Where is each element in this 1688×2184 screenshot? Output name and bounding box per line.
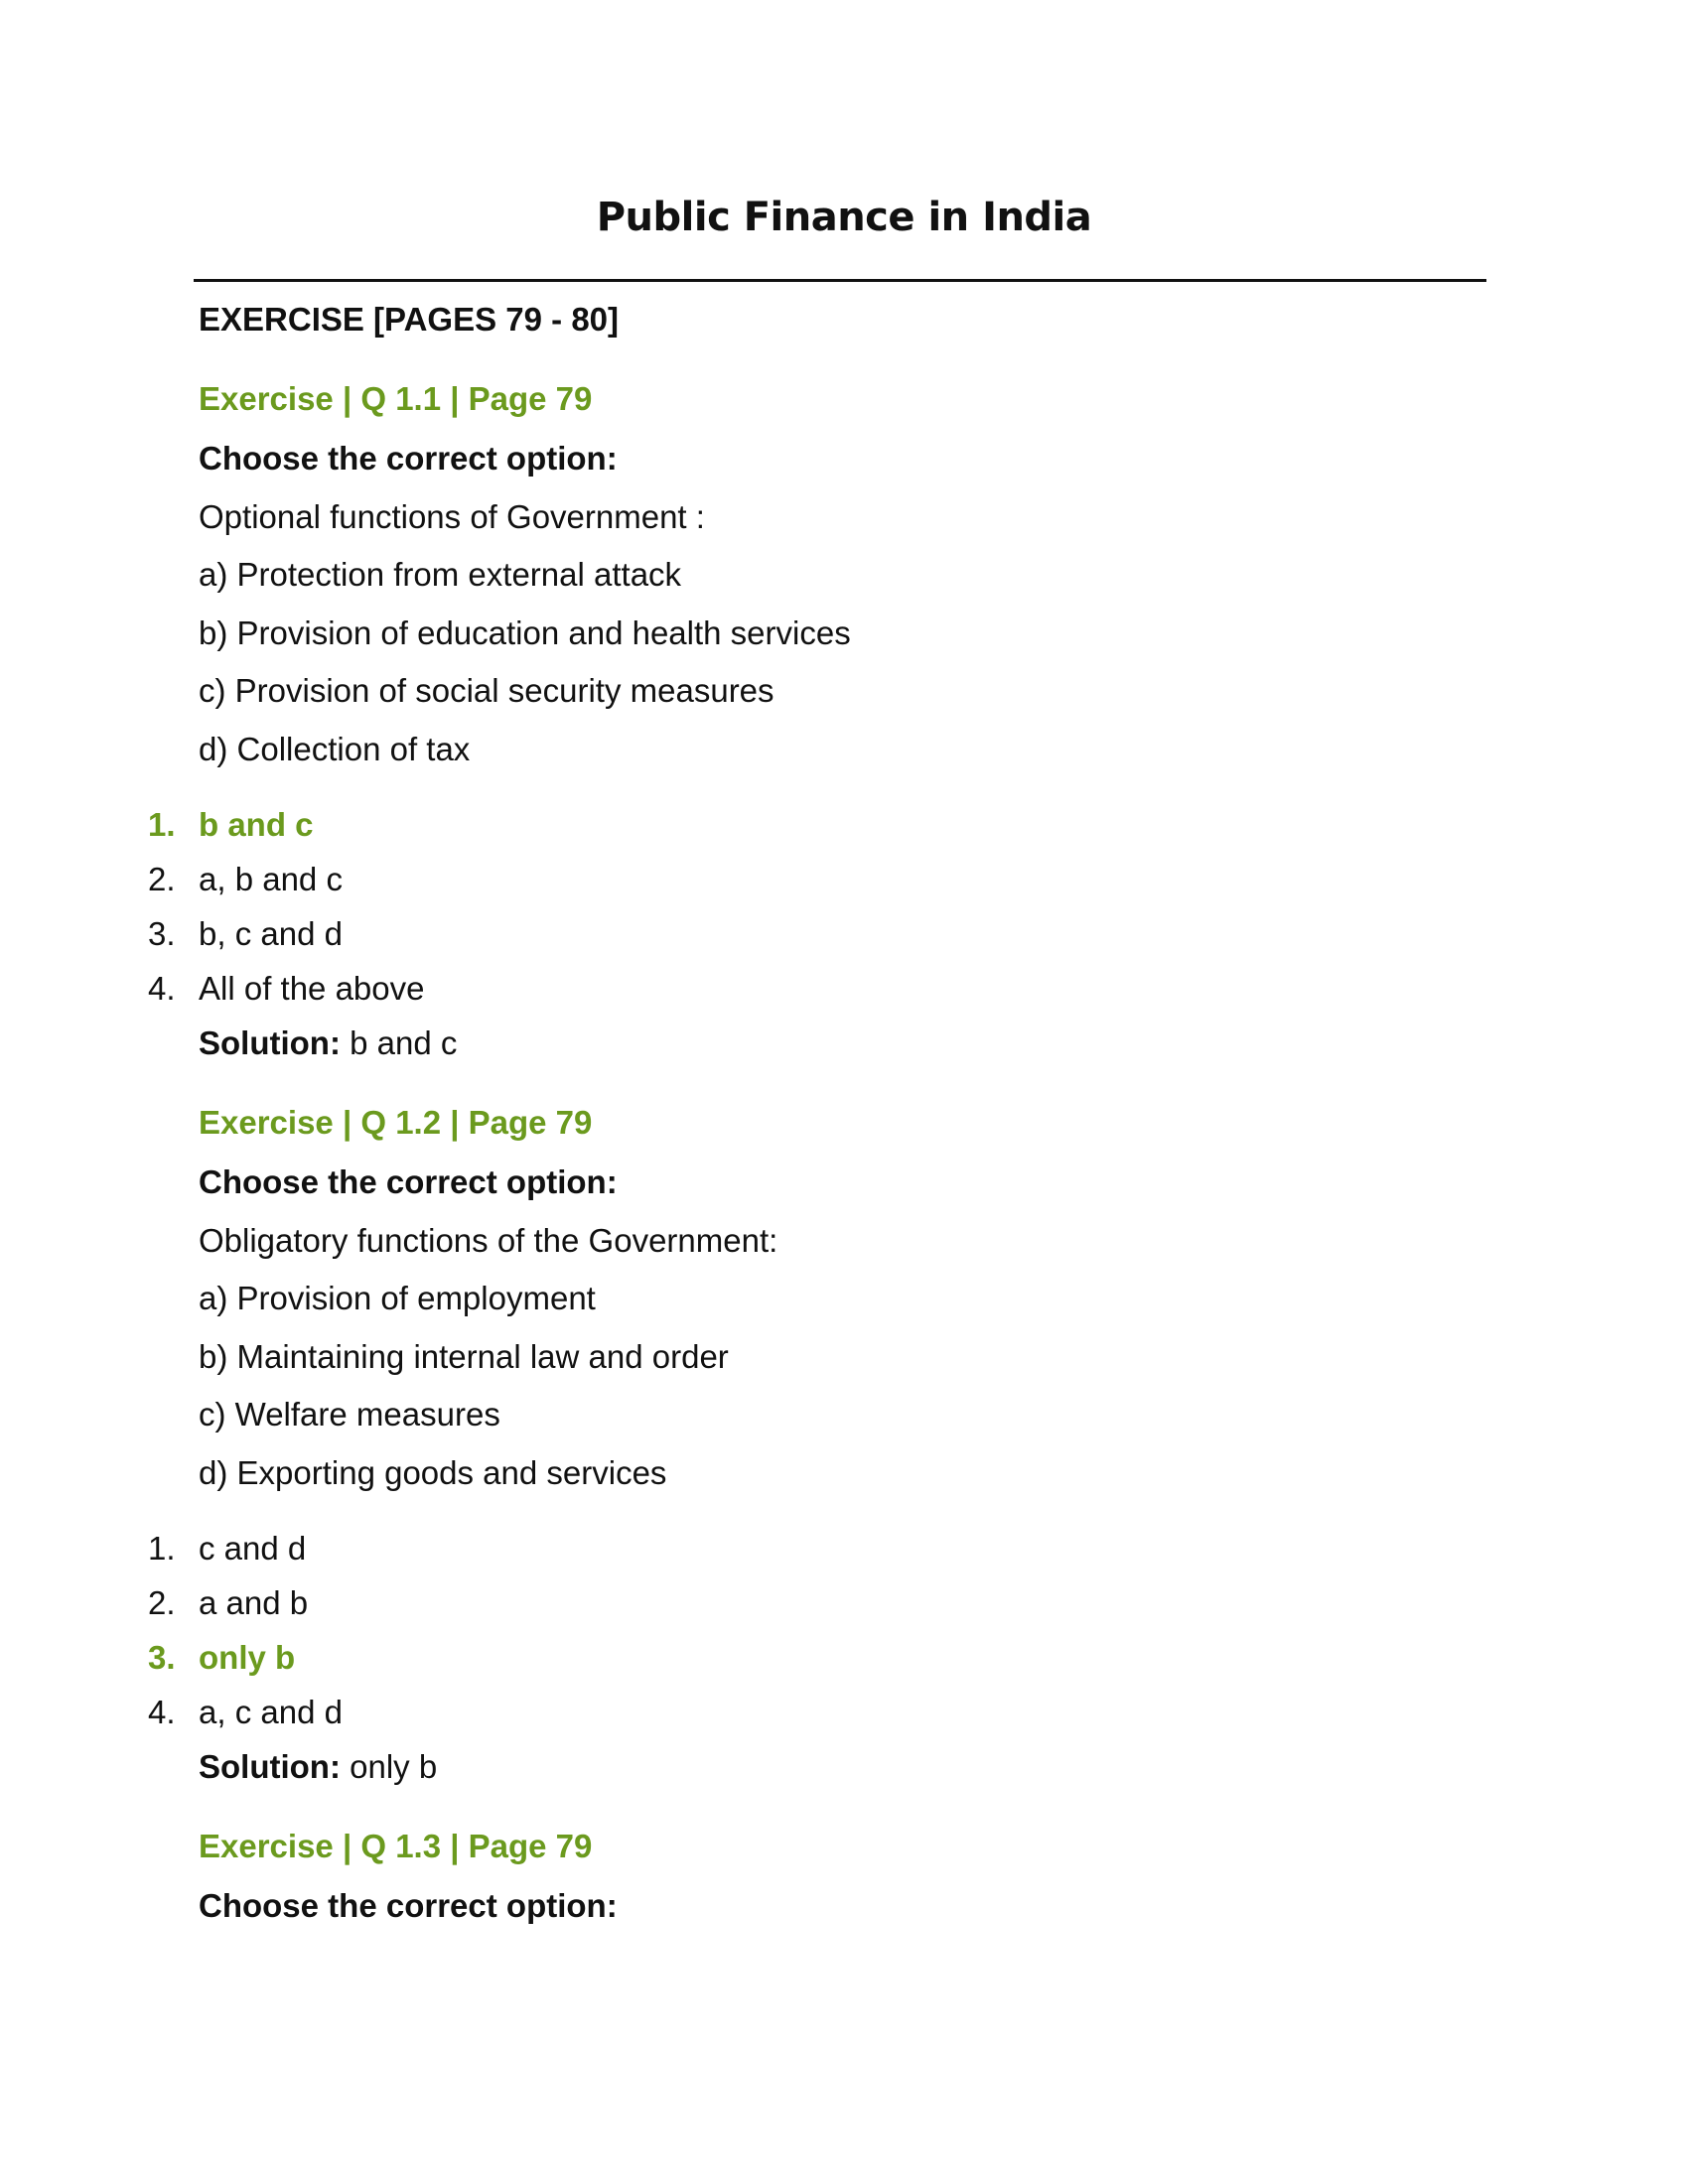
- option-text: only b: [199, 1639, 296, 1676]
- question-stem: Optional functions of Government :: [199, 498, 705, 535]
- answer-option: [148, 915, 343, 953]
- option-number: 2.: [148, 861, 176, 897]
- answer-option: [148, 861, 343, 898]
- option-number: 1.: [148, 1530, 176, 1567]
- answer-option: [148, 1530, 306, 1568]
- statement: c) Welfare measures: [199, 1396, 500, 1433]
- statement: a) Provision of employment: [199, 1280, 596, 1316]
- question-instruction: Choose the correct option:: [199, 1887, 618, 1924]
- page-title: Public Finance in India: [596, 195, 1092, 240]
- solution: [199, 1748, 437, 1786]
- option-text: All of the above: [199, 970, 425, 1007]
- statement: a) Protection from external attack: [199, 556, 682, 593]
- title-divider: [194, 279, 1486, 282]
- option-number: 4.: [148, 970, 176, 1007]
- question-instruction: Choose the correct option:: [199, 1163, 618, 1200]
- solution-text: b and c: [350, 1024, 458, 1061]
- solution-label: Solution:: [199, 1024, 341, 1061]
- statement: b) Maintaining internal law and order: [199, 1338, 729, 1375]
- solution: [199, 1024, 457, 1062]
- statement: d) Exporting goods and services: [199, 1454, 667, 1491]
- answer-option-correct: [148, 806, 314, 844]
- question-stem: Obligatory functions of the Government:: [199, 1222, 778, 1259]
- question-heading: Exercise | Q 1.3 | Page 79: [199, 1828, 593, 1864]
- question-instruction: Choose the correct option:: [199, 440, 618, 477]
- question-heading: Exercise | Q 1.2 | Page 79: [199, 1104, 593, 1141]
- answer-option: [148, 970, 425, 1008]
- option-text: a, c and d: [199, 1694, 343, 1730]
- solution-label: Solution:: [199, 1748, 341, 1785]
- option-text: b, c and d: [199, 915, 343, 952]
- option-text: a and b: [199, 1584, 309, 1621]
- statement: d) Collection of tax: [199, 731, 471, 767]
- answer-option-correct: [148, 1639, 295, 1677]
- option-number: 1.: [148, 806, 176, 843]
- option-number: 2.: [148, 1584, 176, 1621]
- option-number: 3.: [148, 1639, 176, 1676]
- question-heading: Exercise | Q 1.1 | Page 79: [199, 380, 593, 417]
- option-number: 4.: [148, 1694, 176, 1730]
- option-number: 3.: [148, 915, 176, 952]
- statement: b) Provision of education and health services: [199, 614, 851, 651]
- section-heading: EXERCISE [PAGES 79 - 80]: [199, 301, 620, 338]
- solution-text: only b: [350, 1748, 438, 1785]
- answer-option: [148, 1584, 308, 1622]
- statement: c) Provision of social security measures: [199, 672, 774, 709]
- option-text: c and d: [199, 1530, 307, 1567]
- option-text: b and c: [199, 806, 314, 843]
- answer-option: [148, 1694, 343, 1731]
- option-text: a, b and c: [199, 861, 343, 897]
